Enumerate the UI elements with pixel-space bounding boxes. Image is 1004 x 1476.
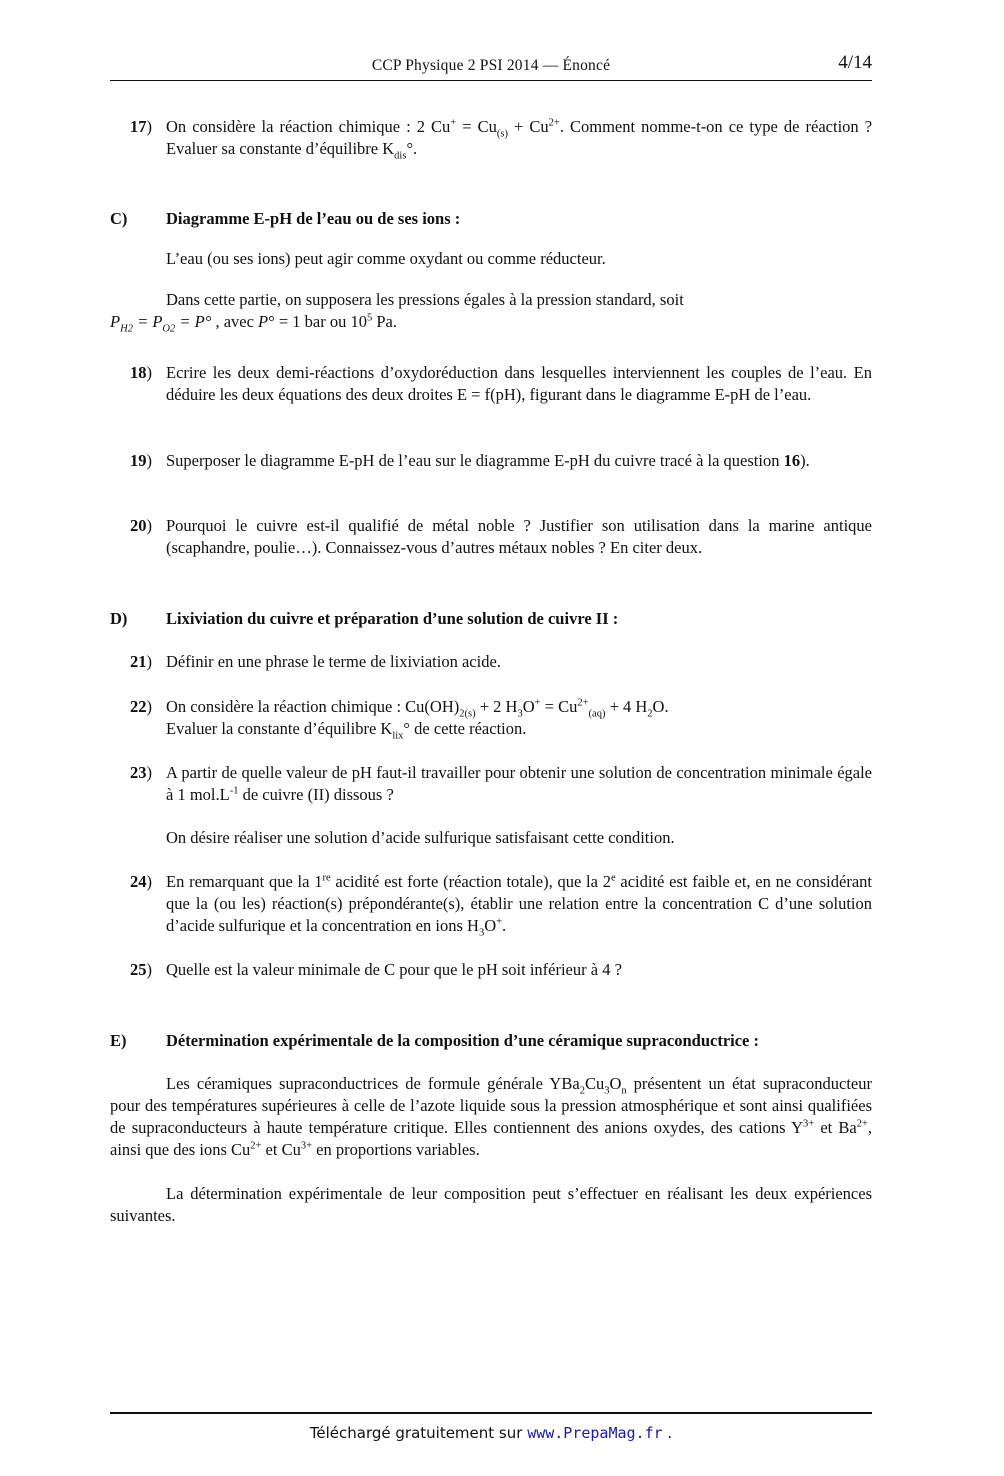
question-number: 24) bbox=[130, 872, 152, 891]
question-24: 24) En remarquant que la 1re acidité est forte (réaction totale), que la 2e acidité est faible et, en ne considérant que la (ou les) réaction(s) prépondérante(s), établir une relation entre la concentration C d’une solution d’acide sulfurique et la concentration en ions $H_3O^+$. bbox=[130, 872, 872, 939]
prepamag-link[interactable]: www.PrepaMag.fr bbox=[527, 1424, 663, 1442]
question-number: 23) bbox=[130, 763, 152, 782]
question-23: 23) A partir de quelle valeur de pH faut-il travailler pour obtenir une solution de concentration minimale égale à 1 $mol.L^{-1}$ de cuivre (II) dissous ? bbox=[130, 763, 872, 804]
question-18: 18) Ecrire les deux demi-réactions d’oxydoréduction dans lesquelles interviennent les couples de l’eau. En déduire les deux équations des deux droites E = f(pH), figurant dans le diagramme E-pH de l’eau. bbox=[130, 363, 872, 404]
section-c-heading: C) Diagramme E-pH de l’eau ou de ses ions : bbox=[110, 209, 461, 228]
footer-text: Téléchargé gratuitement sur bbox=[309, 1424, 528, 1442]
question-17: 17) On considère la réaction chimique : 2 $Cu^+ = Cu_{(s)} + Cu^{2+}$. Comment nomme-t-on ce type de réaction ? Evaluer sa constante d’équilibre $K_{dis}^\circ$. bbox=[130, 117, 873, 162]
section-d-heading: D) Lixiviation du cuivre et préparation d’une solution de cuivre II : bbox=[110, 609, 619, 628]
question-22: 22) On considère la réaction chimique : $Cu(OH)_{2(s)} + 2$ $H_3O^+ = Cu^{2+}_{(aq)} + 4$ $H_2O$. Evaluer la constante d’équilibre $K_{lix}^\circ$ de cette réaction. bbox=[130, 697, 669, 742]
page-footer: Téléchargé gratuitement sur www.PrepaMag.fr . bbox=[110, 1412, 872, 1444]
question-20: 20) Pourquoi le cuivre est-il qualifié de métal noble ? Justifier son utilisation dans la marine antique (scaphandre, poulie…). Connaissez-vous d’autres métaux nobles ? En citer deux. bbox=[130, 516, 872, 557]
question-number: 25) bbox=[130, 960, 152, 979]
question-number: 20) bbox=[130, 516, 152, 535]
question-25: 25) Quelle est la valeur minimale de C pour que le pH soit inférieur à 4 ? bbox=[130, 960, 622, 979]
page-number: 4/14 bbox=[838, 52, 872, 73]
question-number: 18) bbox=[130, 363, 152, 382]
question-number: 21) bbox=[130, 652, 152, 671]
page-header bbox=[110, 52, 872, 81]
paragraph-d1: On désire réaliser une solution d’acide sulfurique satisfaisant cette condition. bbox=[166, 828, 675, 847]
paragraph-e1: Les céramiques supraconductrices de formule générale $YBa_2Cu_3O_n$ présentent un état supraconducteur pour des températures supérieures à celle de l’azote liquide sous la pression atmosphérique et sont ainsi qualifiées de supraconducteurs à haute température critique. Elles contiennent des anions oxydes, des cations $Y^{3+}$ et $Ba^{2+}$, ainsi que des ions $Cu^{2+}$ et $Cu^{3+}$ en proportions variables. bbox=[110, 1074, 872, 1159]
question-number: 19) bbox=[130, 451, 152, 470]
question-21: 21) Définir en une phrase le terme de lixiviation acide. bbox=[130, 652, 501, 671]
question-19: 19) Superposer le diagramme E-pH de l’eau sur le diagramme E-pH du cuivre tracé à la question 16). bbox=[130, 451, 810, 470]
header-title: CCP Physique 2 PSI 2014 — Énoncé bbox=[371, 57, 611, 74]
paragraph-c2: Dans cette partie, on supposera les pressions égales à la pression standard, soit $P_{H2} = P_{O2} = P^\circ$ , avec P° = 1 bar ou $10^5$ Pa. bbox=[110, 290, 684, 335]
question-number: 17) bbox=[130, 117, 152, 136]
paragraph-c1: L’eau (ou ses ions) peut agir comme oxydant ou comme réducteur. bbox=[166, 249, 606, 268]
question-number: 22) bbox=[130, 697, 152, 716]
section-e-heading: E) Détermination expérimentale de la composition d’une céramique supraconductrice : bbox=[110, 1031, 760, 1050]
paragraph-e2: La détermination expérimentale de leur composition peut s’effectuer en réalisant les deux expériences suivantes. bbox=[110, 1184, 872, 1225]
